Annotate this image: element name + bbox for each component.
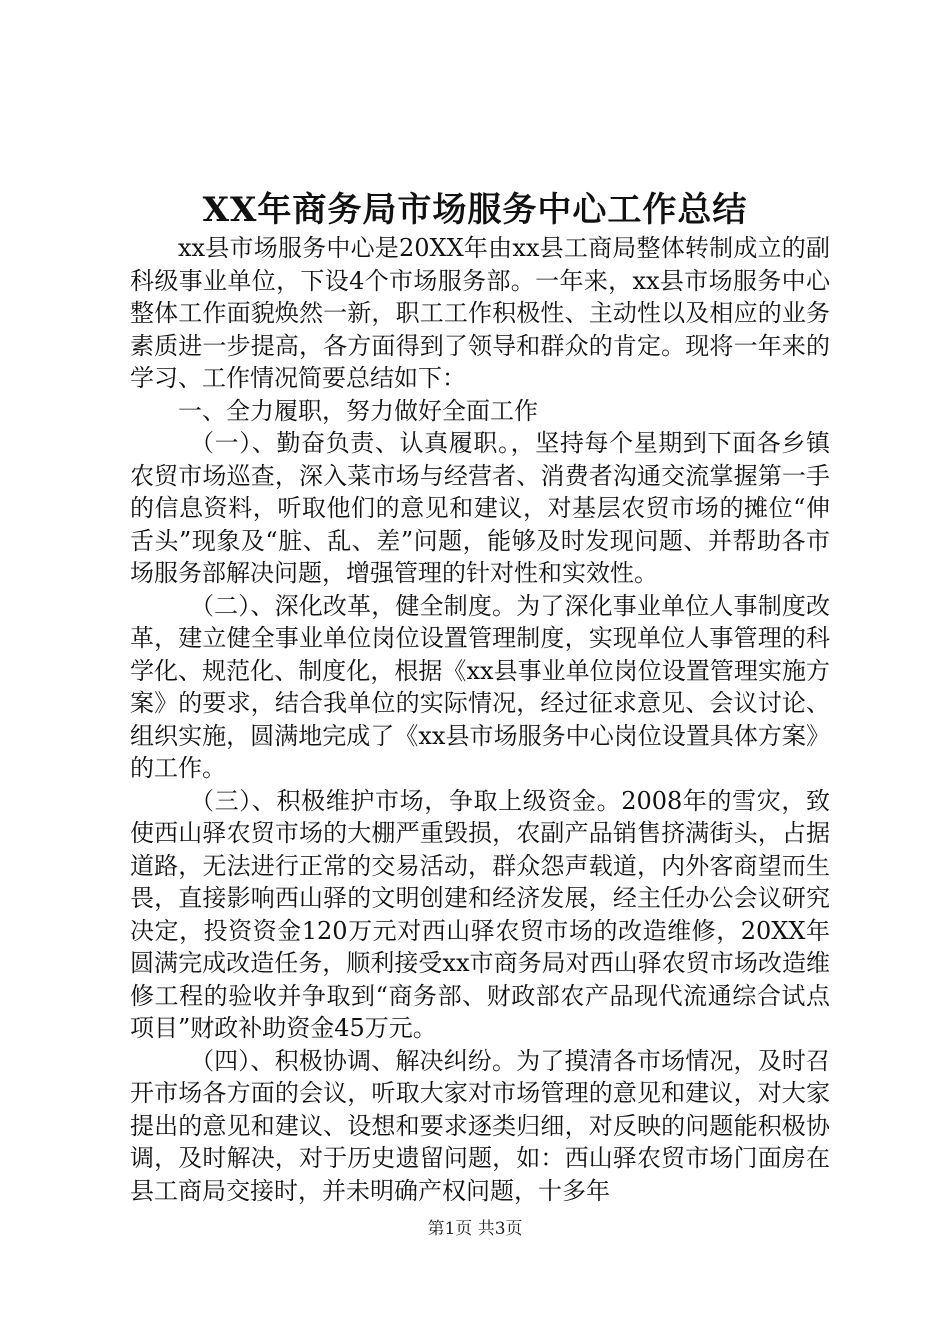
page-number-footer: 第1页 共3页 — [427, 1219, 523, 1239]
paragraph-intro: xx县市场服务中心是20XX年由xx县工商局整体转制成立的副科级事业单位，下设4个市场服务部。一年来，xx县市场服务中心整体工作面貌焕然一新，职工工作积极性、主动性以及相应的业务素质进一步提高，各方面得到了领导和群众的肯定。现将一年来的学习、工作情况简要总结如下： — [130, 234, 830, 392]
document-title: XX年商务局市场服务中心工作总结 — [202, 190, 748, 230]
paragraph-item-3: （三）、积极维护市场，争取上级资金。2008年的雪灾，致使西山驿农贸市场的大棚严重毁损，农副产品销售挤满街头，占据道路，无法进行正常的交易活动，群众怨声载道，内外客商望而生畏，直接影响西山驿的文明创建和经济发展，经主任办公会议研究决定，投资资金120万元对西山驿农贸市场的改造维修，20XX年圆满完成改造任务，顺利接受xx市商务局对西山驿农贸市场改造维修工程的验收并争取到“商务部、财政部农产品现代流通综合试点项目”财政补助资金45万元。 — [130, 786, 830, 1042]
paragraph-item-4: （四）、积极协调、解决纠纷。为了摸清各市场情况，及时召开市场各方面的会议，听取大家对市场管理的意见和建议，对大家提出的意见和建议、设想和要求逐类归细，对反映的问题能积极协调，及时解决，对于历史遗留问题，如：西山驿农贸市场门面房在县工商局交接时，并未明确产权问题，十多年 — [130, 1046, 830, 1205]
section-heading-1: 一、全力履职，努力做好全面工作 — [178, 396, 538, 425]
paragraph-item-1: （一）、勤奋负责、认真履职。，坚持每个星期到下面各乡镇农贸市场巡查，深入菜市场与经营者、消费者沟通交流掌握第一手的信息资料，听取他们的意见和建议，对基层农贸市场的摊位“伸舌头”现象及“脏、乱、差”问题，能够及时发现问题、并帮助各市场服务部解决问题，增强管理的针对性和实效性。 — [130, 429, 830, 587]
paragraph-item-2: （二）、深化改革，健全制度。为了深化事业单位人事制度改革，建立健全事业单位岗位设置管理制度，实现单位人事管理的科学化、规范化、制度化，根据《xx县事业单位岗位设置管理实施方案》的要求，结合我单位的实际情况，经过征求意见、会议讨论、组织实施，圆满地完成了《xx县市场服务中心岗位设置具体方案》的工作。 — [130, 591, 830, 782]
document-body — [130, 232, 830, 1207]
